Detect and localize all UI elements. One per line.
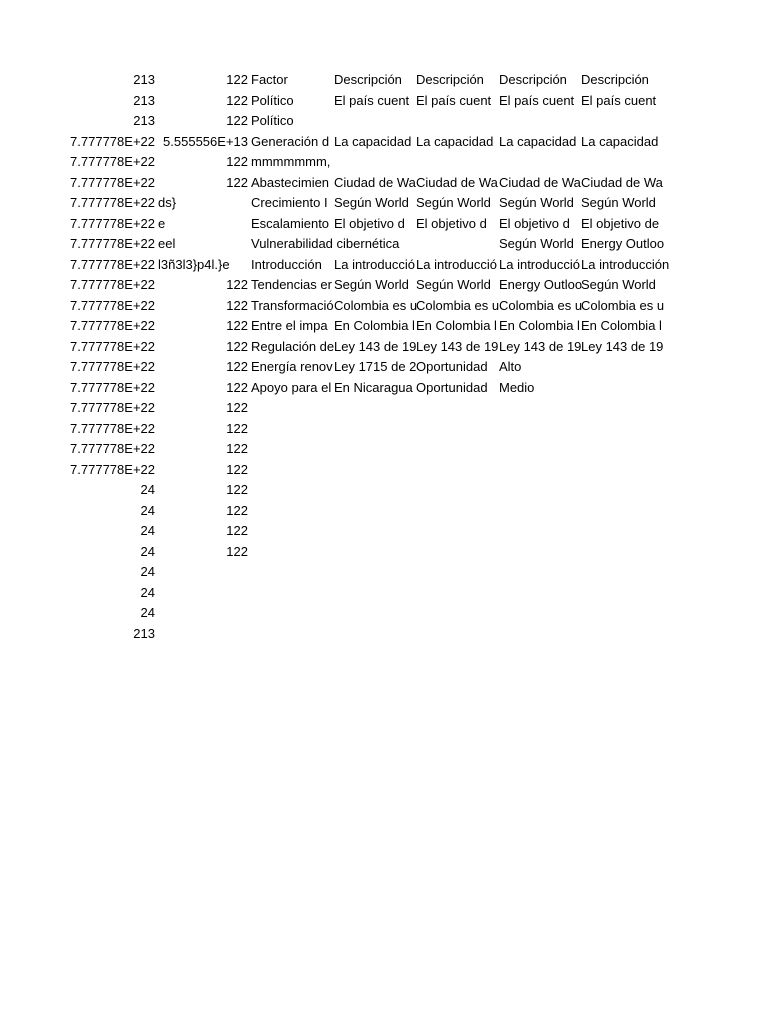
table-cell[interactable]: Introducción (251, 256, 322, 272)
table-cell[interactable]: Descripción (581, 72, 649, 87)
table-row (0, 111, 768, 132)
table-cell[interactable] (581, 562, 659, 583)
table-cell[interactable] (251, 542, 333, 563)
table-cell[interactable]: Energía renov (251, 359, 333, 374)
table-cell[interactable]: Descripción (499, 72, 567, 87)
table-cell[interactable]: 122 (226, 502, 248, 518)
table-cell[interactable] (499, 521, 580, 542)
table-cell[interactable] (334, 460, 415, 481)
table-row (0, 562, 768, 583)
table-row (0, 91, 768, 112)
table-cell[interactable]: Político (251, 113, 294, 128)
table-cell[interactable]: 122 (226, 441, 248, 456)
table-cell[interactable]: Según World (581, 277, 656, 292)
table-cell[interactable] (158, 562, 248, 583)
table-cell[interactable]: 122 (226, 543, 248, 559)
table-row (0, 70, 768, 91)
table-cell[interactable]: e (158, 215, 166, 231)
table-cell[interactable]: En Colombia l (334, 318, 415, 333)
table-cell[interactable] (581, 603, 659, 624)
table-cell[interactable] (334, 419, 415, 440)
table-cell[interactable] (334, 234, 415, 255)
table-cell[interactable] (251, 460, 333, 481)
table-cell[interactable] (581, 419, 659, 440)
table-cell[interactable]: 213 (133, 113, 155, 128)
table-row (0, 152, 768, 173)
table-row (0, 234, 768, 255)
table-cell[interactable] (416, 542, 498, 563)
table-cell[interactable]: La capacidad (334, 133, 412, 149)
table-row (0, 624, 768, 645)
table-cell[interactable]: Factor (251, 72, 288, 87)
table-cell[interactable]: 7.777778E+22 (70, 256, 155, 272)
table-cell[interactable] (251, 480, 333, 501)
table-cell[interactable]: 122 (226, 318, 248, 333)
table-cell[interactable] (581, 398, 659, 419)
table-cell[interactable]: ds} (158, 195, 177, 210)
table-cell[interactable]: 122 (226, 359, 248, 374)
table-cell[interactable] (334, 542, 415, 563)
table-cell[interactable]: 7.777778E+22 (70, 154, 155, 169)
table-cell[interactable]: Abastecimien (251, 174, 330, 190)
table-cell[interactable] (581, 357, 659, 378)
table-cell[interactable] (334, 152, 415, 173)
table-cell[interactable] (251, 439, 333, 460)
table-cell[interactable] (581, 460, 659, 481)
table-cell[interactable] (334, 398, 415, 419)
table-cell[interactable] (581, 521, 659, 542)
table-row (0, 480, 768, 501)
table-cell[interactable]: 24 (140, 502, 155, 518)
table-cell[interactable] (581, 583, 659, 604)
table-cell[interactable]: Colombia es u (499, 297, 583, 313)
table-cell[interactable]: 7.777778E+22 (70, 195, 155, 210)
table-cell[interactable] (334, 111, 415, 132)
table-cell[interactable]: La introducción (581, 256, 670, 272)
table-cell[interactable] (416, 419, 498, 440)
table-cell[interactable]: La capacidad (499, 133, 577, 149)
table-cell[interactable]: 213 (133, 625, 155, 641)
table-cell[interactable] (416, 603, 498, 624)
table-cell[interactable]: 213 (133, 72, 155, 87)
table-cell[interactable]: 122 (226, 92, 248, 108)
table-cell[interactable]: El objetivo d (416, 215, 487, 231)
table-cell[interactable]: 7.777778E+22 (70, 297, 155, 313)
table-cell[interactable] (499, 562, 580, 583)
table-cell[interactable]: 7.777778E+22 (70, 359, 155, 374)
table-row (0, 275, 768, 296)
table-cell[interactable] (499, 480, 580, 501)
table-cell[interactable]: En Colombia l (499, 318, 580, 333)
table-cell[interactable]: 7.777778E+22 (70, 400, 155, 415)
table-cell[interactable]: Apoyo para el (251, 379, 332, 395)
table-cell[interactable]: Político (251, 92, 294, 108)
table-cell[interactable] (499, 439, 580, 460)
table-cell[interactable]: mmmmmmm, (251, 154, 331, 169)
table-cell[interactable]: 122 (226, 400, 248, 415)
table-row (0, 255, 768, 276)
table-cell[interactable] (416, 501, 498, 522)
table-row (0, 542, 768, 563)
table-cell[interactable]: En Nicaragua (334, 379, 413, 395)
table-cell[interactable] (334, 562, 415, 583)
table-cell[interactable]: 122 (226, 297, 248, 313)
table-cell[interactable]: El país cuent (334, 92, 410, 108)
table-cell[interactable] (251, 624, 333, 645)
table-cell[interactable]: El país cuent (416, 92, 492, 108)
table-cell[interactable]: Transformació (251, 297, 334, 313)
table-cell[interactable]: 122 (226, 72, 248, 87)
table-cell[interactable] (251, 603, 333, 624)
table-cell[interactable]: eel (158, 236, 176, 251)
table-cell[interactable]: Según World (416, 195, 491, 210)
spreadsheet (0, 70, 768, 644)
table-cell[interactable] (334, 603, 415, 624)
table-cell[interactable]: 24 (140, 482, 155, 497)
table-cell[interactable]: Según World (334, 195, 409, 210)
table-cell[interactable]: Según World (334, 277, 409, 292)
table-cell[interactable]: Ley 143 de 19 (581, 338, 664, 354)
table-cell[interactable] (334, 521, 415, 542)
table-cell[interactable]: 7.777778E+22 (70, 379, 155, 395)
table-cell[interactable]: 5.555556E+13 (163, 133, 248, 149)
table-cell[interactable] (416, 439, 498, 460)
table-cell[interactable] (334, 480, 415, 501)
table-cell[interactable]: Ley 143 de 19 (499, 338, 582, 354)
table-cell[interactable] (416, 583, 498, 604)
table-cell[interactable]: El objetivo de (581, 215, 660, 231)
table-cell[interactable]: 122 (226, 154, 248, 169)
table-cell[interactable]: Generación d (251, 133, 330, 149)
table-cell[interactable]: Escalamiento (251, 215, 330, 231)
table-cell[interactable]: Ciudad de Wa (334, 174, 416, 190)
table-cell[interactable] (416, 234, 498, 255)
table-cell[interactable] (251, 521, 333, 542)
table-cell[interactable]: 122 (226, 461, 248, 477)
table-cell[interactable] (581, 542, 659, 563)
table-cell[interactable]: Según World (499, 195, 574, 210)
table-cell[interactable]: 24 (140, 564, 155, 579)
table-cell[interactable] (416, 521, 498, 542)
table-cell[interactable]: Ley 143 de 19 (416, 338, 499, 354)
table-cell[interactable]: Descripción (334, 72, 402, 87)
table-row (0, 357, 768, 378)
table-cell[interactable]: 7.777778E+22 (70, 174, 155, 190)
table-cell[interactable] (158, 603, 248, 624)
table-cell[interactable]: 213 (133, 92, 155, 108)
table-cell[interactable] (334, 501, 415, 522)
table-cell[interactable] (499, 152, 580, 173)
table-cell[interactable]: 7.777778E+22 (70, 441, 155, 456)
table-cell[interactable] (416, 111, 498, 132)
table-cell[interactable] (499, 460, 580, 481)
table-cell[interactable] (499, 398, 580, 419)
table-row (0, 521, 768, 542)
table-cell[interactable]: La capacidad (581, 133, 659, 149)
table-cell[interactable] (581, 480, 659, 501)
table-cell[interactable]: Según World (499, 236, 574, 251)
table-cell[interactable]: 122 (226, 277, 248, 292)
table-cell[interactable]: El país cuent (499, 92, 575, 108)
table-cell[interactable]: 122 (226, 420, 248, 436)
table-cell[interactable]: Energy Outloo (581, 236, 665, 251)
table-row (0, 398, 768, 419)
table-cell[interactable]: Ciudad de Wa (499, 174, 581, 190)
table-cell[interactable]: Según World (416, 277, 491, 292)
table-cell[interactable]: Ley 1715 de 2 (334, 359, 417, 374)
table-cell[interactable] (499, 542, 580, 563)
table-cell[interactable] (581, 501, 659, 522)
table-row (0, 193, 768, 214)
table-row (0, 501, 768, 522)
table-cell[interactable] (334, 583, 415, 604)
table-cell[interactable]: l3ñ3l3}p4l.}e (158, 256, 230, 272)
table-row (0, 214, 768, 235)
table-cell[interactable]: El país cuent (581, 92, 657, 108)
table-row (0, 173, 768, 194)
table-cell[interactable] (499, 419, 580, 440)
table-cell[interactable] (499, 624, 580, 645)
table-cell[interactable]: Entre el impa (251, 318, 328, 333)
table-cell[interactable]: Ciudad de Wa (416, 174, 498, 190)
table-row (0, 378, 768, 399)
table-cell[interactable]: 122 (226, 174, 248, 190)
table-cell[interactable] (158, 583, 248, 604)
table-row (0, 460, 768, 481)
table-cell[interactable]: 7.777778E+22 (70, 461, 155, 477)
table-cell[interactable]: Oportunidad (416, 359, 488, 374)
table-cell[interactable] (499, 111, 580, 132)
table-cell[interactable] (251, 562, 333, 583)
table-cell[interactable]: 122 (226, 523, 248, 538)
table-cell[interactable]: Ley 143 de 19 (334, 338, 417, 354)
table-cell[interactable] (581, 111, 659, 132)
table-row (0, 439, 768, 460)
table-cell[interactable]: 7.777778E+22 (70, 420, 155, 436)
table-cell[interactable] (251, 501, 333, 522)
table-cell[interactable] (499, 501, 580, 522)
table-cell[interactable] (581, 152, 659, 173)
table-cell[interactable] (251, 583, 333, 604)
table-cell[interactable]: 24 (140, 523, 155, 538)
table-cell[interactable]: Descripción (416, 72, 484, 87)
table-cell[interactable]: 122 (226, 113, 248, 128)
table-row (0, 337, 768, 358)
table-cell[interactable] (581, 624, 659, 645)
table-row (0, 603, 768, 624)
table-cell[interactable]: La introducció (334, 256, 415, 272)
table-cell[interactable] (416, 460, 498, 481)
table-cell[interactable] (416, 480, 498, 501)
table-cell[interactable]: Tendencias er (251, 277, 332, 292)
table-cell[interactable]: Alto (499, 359, 522, 374)
table-cell[interactable]: 7.777778E+22 (70, 133, 155, 149)
table-cell[interactable]: 7.777778E+22 (70, 236, 155, 251)
table-cell[interactable]: Medio (499, 379, 535, 395)
table-row (0, 419, 768, 440)
table-cell[interactable] (251, 419, 333, 440)
table-row (0, 296, 768, 317)
table-cell[interactable]: Colombia es u (416, 297, 500, 313)
table-cell[interactable] (416, 152, 498, 173)
table-cell[interactable]: 24 (140, 543, 155, 559)
table-cell[interactable] (499, 603, 580, 624)
table-cell[interactable] (334, 439, 415, 460)
table-cell[interactable]: 7.777778E+22 (70, 318, 155, 333)
table-cell[interactable] (416, 398, 498, 419)
table-cell[interactable] (581, 439, 659, 460)
table-cell[interactable] (334, 624, 415, 645)
table-cell[interactable]: 122 (226, 482, 248, 497)
table-cell[interactable]: Regulación de (251, 338, 335, 354)
table-cell[interactable] (581, 378, 659, 399)
table-cell[interactable]: Crecimiento I (251, 195, 328, 210)
table-row (0, 316, 768, 337)
table-row (0, 583, 768, 604)
table-cell[interactable]: La capacidad (416, 133, 494, 149)
table-cell[interactable]: Colombia es u (334, 297, 418, 313)
table-cell[interactable]: La introducció (499, 256, 580, 272)
table-cell[interactable] (158, 624, 248, 645)
table-cell[interactable] (251, 398, 333, 419)
table-cell[interactable]: 24 (140, 605, 155, 620)
table-cell[interactable]: 122 (226, 379, 248, 395)
table-cell[interactable]: 122 (226, 338, 248, 354)
table-cell[interactable]: 7.777778E+22 (70, 277, 155, 292)
table-cell[interactable]: Ciudad de Wa (581, 174, 663, 190)
table-cell[interactable]: Oportunidad (416, 379, 488, 395)
table-cell[interactable] (499, 583, 580, 604)
table-cell[interactable]: Energy Outloo (499, 277, 583, 292)
table-cell[interactable]: Vulnerabilidad cibernética (251, 236, 400, 251)
table-cell[interactable] (416, 562, 498, 583)
table-row (0, 132, 768, 153)
table-cell[interactable]: Según World (581, 195, 656, 210)
table-cell[interactable]: 7.777778E+22 (70, 215, 155, 231)
table-cell[interactable]: En Colombia l (581, 318, 662, 333)
table-cell[interactable]: El objetivo d (334, 215, 405, 231)
table-cell[interactable]: 24 (140, 584, 155, 600)
table-cell[interactable]: Colombia es u (581, 297, 665, 313)
table-cell[interactable]: El objetivo d (499, 215, 570, 231)
table-cell[interactable]: La introducció (416, 256, 497, 272)
table-cell[interactable]: En Colombia l (416, 318, 497, 333)
table-cell[interactable] (416, 624, 498, 645)
table-cell[interactable]: 7.777778E+22 (70, 338, 155, 354)
